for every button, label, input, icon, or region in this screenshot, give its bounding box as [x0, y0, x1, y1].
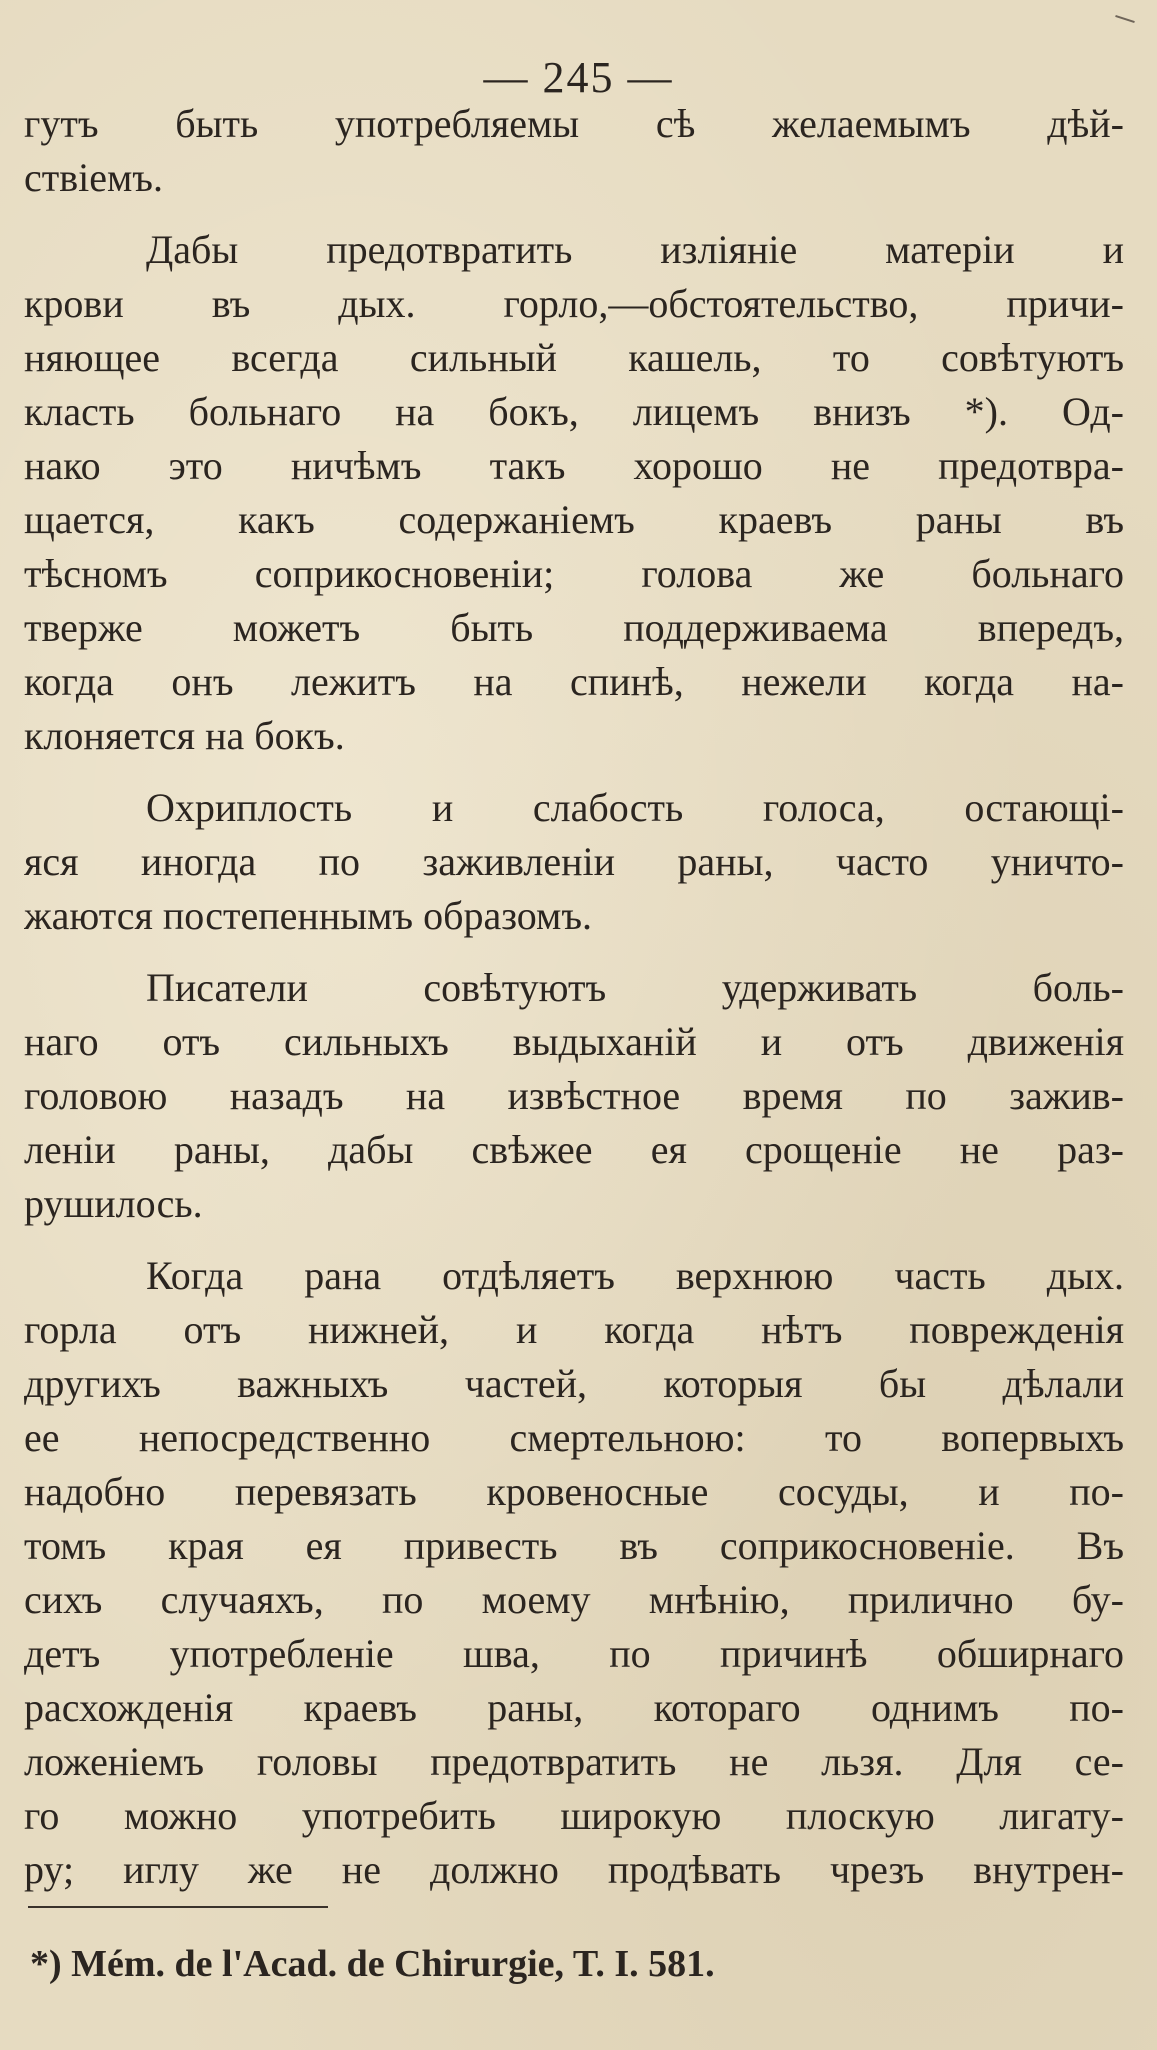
page-number: — 245 —: [483, 53, 674, 102]
text-line-30: ложеніемъ головы предотвратить не льзя. Для се-: [24, 1739, 1124, 1784]
text-line-12: клоняется на бокъ.: [24, 713, 345, 758]
text-line-23: другихъ важныхъ частей, которыя бы дѣлали: [24, 1361, 1124, 1406]
page-corner-mark: [1115, 15, 1135, 23]
text-line-27: сихъ случаяхъ, по моему мнѣнію, прилично бу-: [24, 1577, 1124, 1622]
text-line-22: горла отъ нижней, и когда нѣтъ поврежденія: [24, 1307, 1124, 1352]
text-line-20: рушилось.: [24, 1181, 203, 1226]
text-line-29: расхожденія краевъ раны, котораго однимъ по-: [24, 1685, 1124, 1730]
text-line-19: леніи раны, дабы свѣжее ея срощеніе не раз-: [24, 1127, 1124, 1172]
text-line-24: ее непосредственно смертельною: то вопервыхъ: [24, 1415, 1124, 1460]
text-line-4: крови въ дых. горло,—обстоятельство, причи-: [24, 281, 1124, 326]
footnote-rule: [28, 1906, 328, 1908]
text-line-10: тверже можетъ быть поддерживаема впередъ,: [24, 605, 1124, 650]
text-line-26: томъ края ея привесть въ соприкосновеніе. Въ: [24, 1523, 1124, 1568]
text-line-16: Писатели совѣтуютъ удерживать боль-: [146, 965, 1124, 1010]
text-line-8: щается, какъ содержаніемъ краевъ раны въ: [24, 497, 1124, 542]
text-line-17: наго отъ сильныхъ выдыханій и отъ движенія: [24, 1019, 1124, 1064]
text-line-3: Дабы предотвратить изліяніе матеріи и: [146, 227, 1124, 272]
text-line-32: ру; иглу же не должно продѣвать чрезъ внутрен-: [24, 1847, 1124, 1892]
text-line-13: Охриплость и слабость голоса, остающі-: [146, 785, 1124, 830]
text-line-6: класть больнаго на бокъ, лицемъ внизъ *). Од-: [24, 389, 1124, 434]
text-line-15: жаются постепеннымъ образомъ.: [24, 893, 593, 938]
text-line-31: го можно употребить широкую плоскую лигату-: [24, 1793, 1124, 1838]
text-line-21: Когда рана отдѣляетъ верхнюю часть дых.: [146, 1253, 1124, 1298]
footnote: *) Mém. de l'Acad. de Chirurgie, T. I. 581.: [30, 1943, 715, 1985]
text-line-1: гутъ быть употребляемы сѣ желаемымъ дѣй-: [24, 101, 1124, 146]
text-line-28: детъ употребленіе шва, по причинѣ обширнаго: [24, 1631, 1124, 1676]
text-line-9: тѣсномъ соприкосновеніи; голова же больнаго: [24, 551, 1124, 596]
text-line-14: яся иногда по заживленіи раны, часто уничто-: [24, 839, 1124, 884]
text-line-7: нако это ничѣмъ такъ хорошо не предотвра-: [24, 443, 1124, 488]
text-line-25: надобно перевязать кровеносные сосуды, и по-: [24, 1469, 1124, 1514]
text-line-11: когда онъ лежитъ на спинѣ, нежели когда на-: [24, 659, 1124, 704]
text-line-18: головою назадъ на извѣстное время по зажив-: [24, 1073, 1124, 1118]
text-line-5: няющее всегда сильный кашель, то совѣтуютъ: [24, 335, 1124, 380]
text-line-2: ствіемъ.: [24, 155, 163, 200]
